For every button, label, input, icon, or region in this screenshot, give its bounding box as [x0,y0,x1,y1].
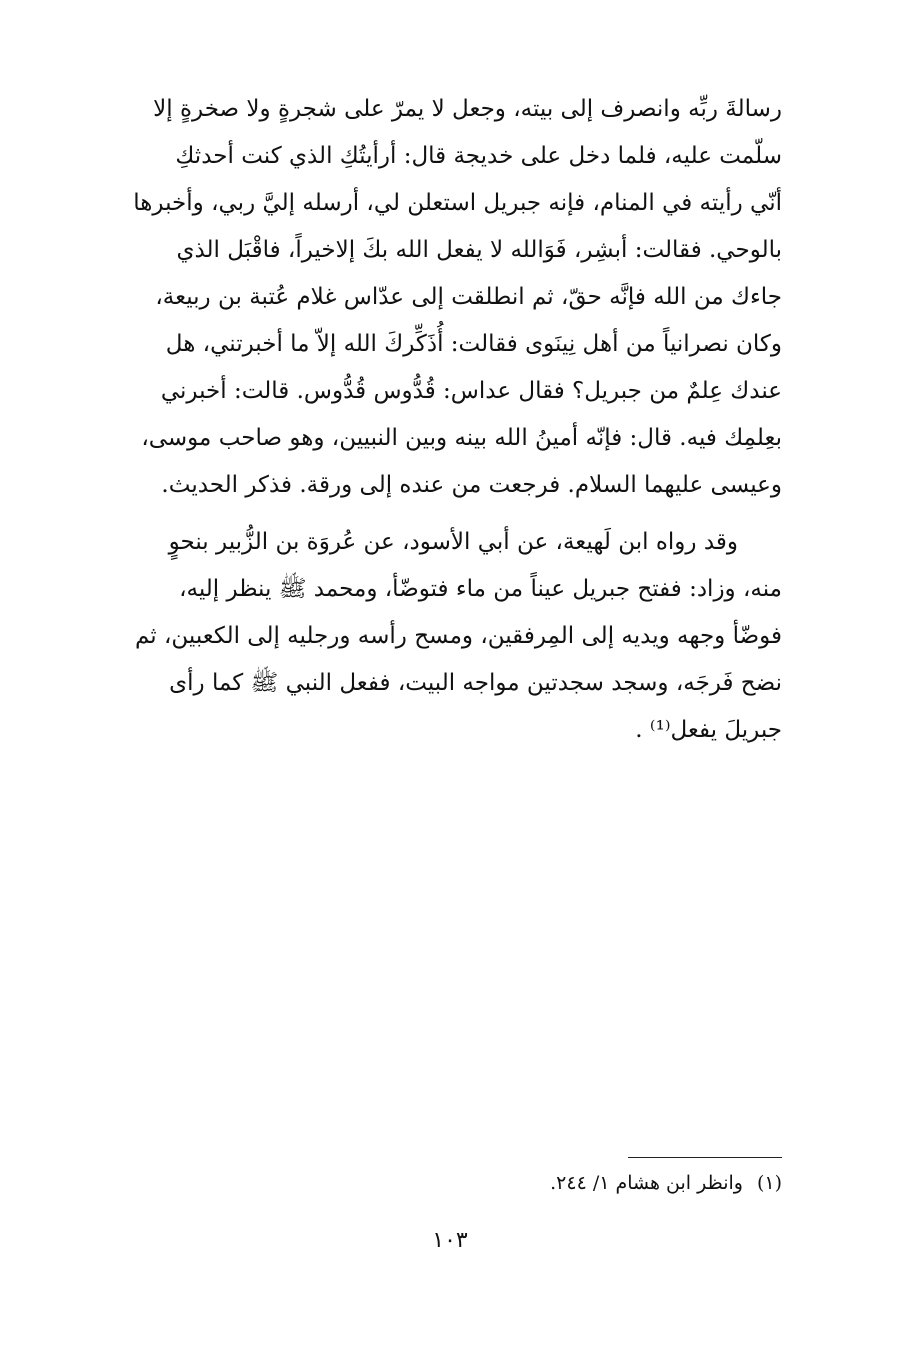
text-line: نضح فَرجَه، وسجد سجدتين مواجه البيت، ففعل النبي ﷺ كما رأى [169,670,782,696]
text-line: جاءك من الله فإنَّه حقّ، ثم انطلقت إلى عدّاس غلام عُتبة بن ربيعة، [155,284,782,310]
text-line: بعِلمِك فيه. قال: فإنّه أمينُ الله بينه وبين النبيين، وهو صاحب موسى، [141,425,782,451]
text-line: أنّي رأيته في المنام، فإنه جبريل استعلن لي، أرسله إليَّ ربي، وأخبرها [133,190,782,216]
main-text [128,86,782,754]
paragraph-2 [128,519,782,754]
text-line: عندك عِلمٌ من جبريل؟ فقال عداس: قُدُّوس قُدُّوس. قالت: أخبرني [160,378,782,404]
text-line-indented: وقد رواه ابن لَهيعة، عن أبي الأسود، عن عُروَة بن الزُّبير بنحوٍ [168,529,738,555]
footnote-text: وانظر ابن هشام ١/ ٢٤٤. [550,1172,743,1194]
text-line-last: جبريلَ يفعل⁽¹⁾ . [635,717,782,743]
footnote [380,1168,782,1198]
footnote-divider [628,1157,782,1158]
text-line: فوضّأ وجهه ويديه إلى المِرفقين، ومسح رأسه ورجليه إلى الكعبين، ثم [134,623,782,649]
text-line: وكان نصرانياً من أهل نِينَوى فقالت: أُذَكِّركَ الله إلاّ ما أخبرتني، هل [165,331,782,357]
paragraph-1 [128,86,782,509]
page-number: ١٠٣ [432,1228,468,1253]
text-line: منه، وزاد: ففتح جبريل عيناً من ماء فتوضّأ، ومحمد ﷺ ينظر إليه، [179,576,782,602]
paragraph-gap [128,509,782,519]
text-line: رسالةَ ربِّه وانصرف إلى بيته، وجعل لا يمرّ على شجرةٍ ولا صخرةٍ إلا [153,96,782,122]
footnote-number: (١) [756,1172,782,1194]
text-line-last: وعيسى عليهما السلام. فرجعت من عنده إلى ورقة. فذكر الحديث. [161,472,782,498]
text-line: بالوحي. فقالت: أبشِر، فَوَالله لا يفعل الله بكَ إلاخيراً، فاقْبَل الذي [176,237,782,263]
text-line: سلّمت عليه، فلما دخل على خديجة قال: أرأيتُكِ الذي كنت أحدثكِ [175,143,782,169]
